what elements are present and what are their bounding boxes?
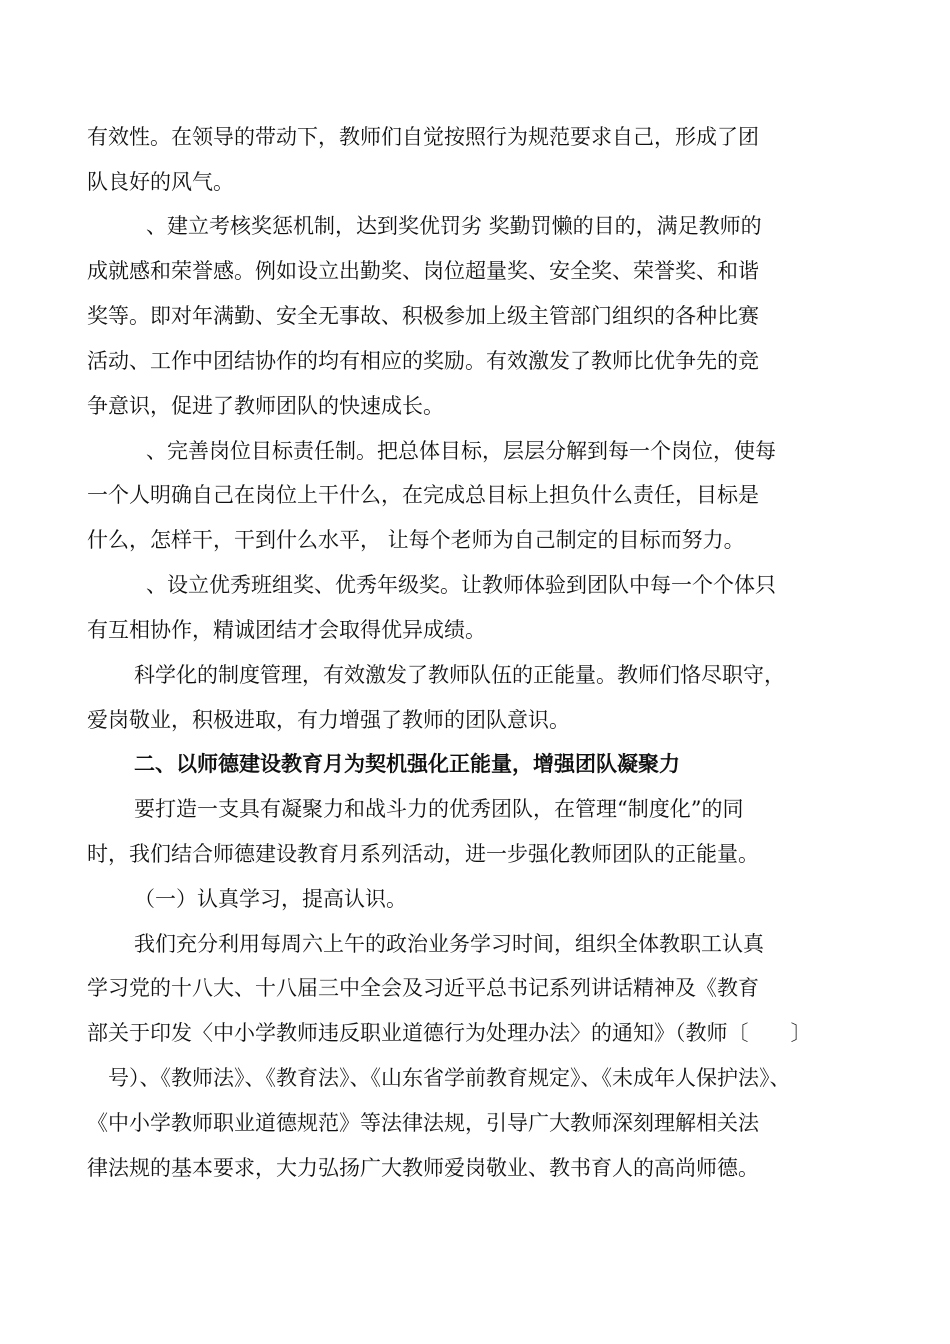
section-heading: 二、以师德建设教育月为契机强化正能量，增强团队凝聚力 [134,752,680,776]
body-text-line: 律法规的基本要求，大力弘扬广大教师爱岗敬业、教书育人的高尚师德。 [87,1156,759,1180]
body-text-line: 、建立考核奖惩机制，达到奖优罚劣 奖勤罚懒的目的，满足教师的 [146,214,762,238]
body-text-line: 有互相协作，精诚团结才会取得优异成绩。 [87,618,486,642]
body-text-line: 部关于印发〈中小学教师违反职业道德行为处理办法〉的通知》（教师〔 〕 [87,1021,812,1045]
body-text-line: 、完善岗位目标责任制。把总体目标，层层分解到每一个岗位，使每 [146,439,776,463]
body-text-line: 奖等。即对年满勤、安全无事故、积极参加上级主管部门组织的各种比赛 [87,304,759,328]
body-text-line: 号）、《教师法》、《教育法》、《山东省学前教育规定》、《未成年人保护法》、 [87,1066,791,1090]
body-text-line: 要打造一支具有凝聚力和战斗力的优秀团队，在管理“制度化”的同 [134,797,744,821]
body-text-line: 一个人明确自己在岗位上干什么，在完成总目标上担负什么责任，目标是 [87,483,759,507]
subsection-heading: （一）认真学习，提高认识。 [134,887,407,911]
body-text-line: 争意识，促进了教师团队的快速成长。 [87,394,444,418]
body-text-line: 什么，怎样干，干到什么水平， 让每个老师为自己制定的目标而努力。 [87,528,745,552]
body-text-line: 活动、工作中团结协作的均有相应的奖励。有效激发了教师比优争先的竞 [87,349,759,373]
body-text-line: 、设立优秀班组奖、优秀年级奖。让教师体验到团队中每一个个体只 [146,573,776,597]
body-text-line: 科学化的制度管理，有效激发了教师队伍的正能量。教师们恪尽职守， [134,663,785,687]
body-text-line: 我们充分利用每周六上午的政治业务学习时间，组织全体教职工认真 [134,932,764,956]
body-text-line: 时，我们结合师德建设教育月系列活动，进一步强化教师团队的正能量。 [87,842,759,866]
body-text-line: 成就感和荣誉感。例如设立出勤奖、岗位超量奖、安全奖、荣誉奖、和谐 [87,259,759,283]
body-text-line: 《中小学教师职业道德规范》等法律法规，引导广大教师深刻理解相关法 [87,1111,759,1135]
body-text-line: 爱岗敬业，积极进取，有力增强了教师的团队意识。 [87,708,570,732]
body-text-line: 学习党的十八大、十八届三中全会及习近平总书记系列讲话精神及《教育 [87,976,759,1000]
body-text-line: 有效性。在领导的带动下，教师们自觉按照行为规范要求自己，形成了团 [87,125,759,149]
body-text-line: 队良好的风气。 [87,170,234,194]
